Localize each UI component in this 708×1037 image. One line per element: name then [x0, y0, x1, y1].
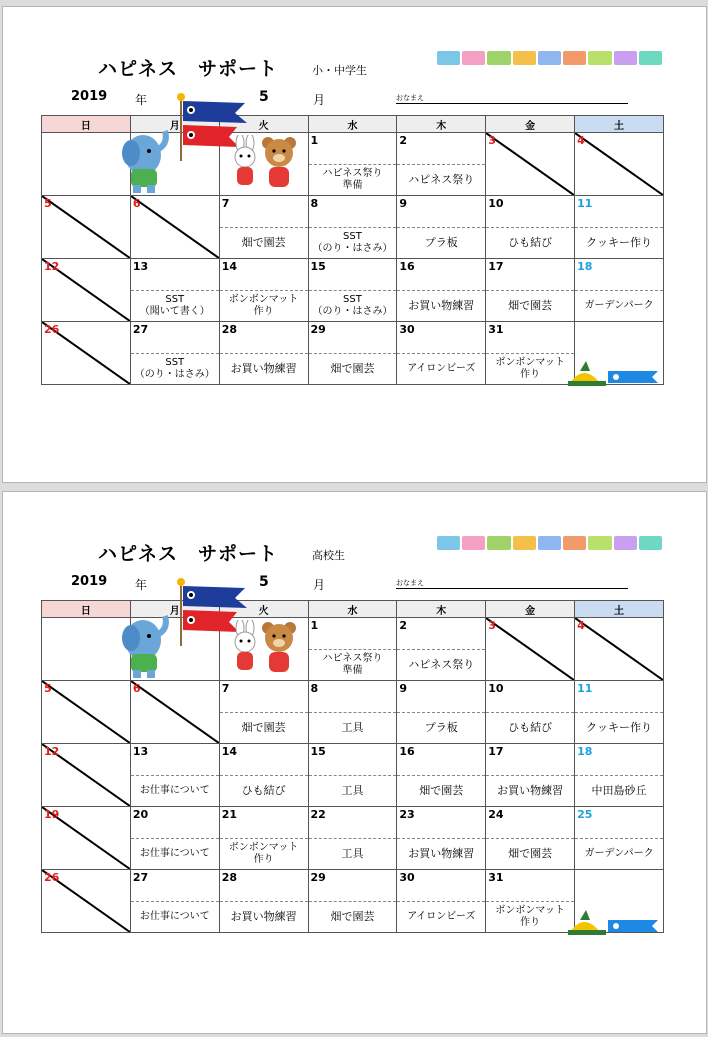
event-label: お買い物練習 [220, 353, 308, 384]
calendar-day-cell [486, 322, 575, 385]
pennant-flag [487, 536, 510, 550]
day-number: 4 [577, 619, 585, 632]
event-label: 畑で園芸 [309, 901, 397, 932]
event-label: アイロンビーズ [397, 901, 485, 932]
day-number: 4 [577, 134, 585, 147]
calendar-day-cell [397, 870, 486, 933]
event-label: 工具 [309, 838, 397, 869]
calendar-day-cell [486, 133, 575, 196]
weekday-header-3: 水 [308, 116, 397, 133]
year-label: 年 [135, 93, 148, 107]
calendar-day-cell [308, 681, 397, 744]
closed-day-slash [42, 196, 130, 258]
rabbit-illustration-icon [229, 620, 261, 676]
calendar-week-row [42, 681, 664, 744]
calendar-week-row [42, 259, 664, 322]
day-number: 16 [399, 260, 415, 273]
event-label: SST （のり・はさみ） [309, 227, 397, 258]
calendar-day-cell [219, 259, 308, 322]
calendar-day-cell [397, 259, 486, 322]
event-label: お買い物練習 [397, 290, 485, 321]
calendar-week-row [42, 744, 664, 807]
calendar-day-cell [42, 196, 131, 259]
weekday-header-4: 木 [397, 601, 486, 618]
pennant-flag [614, 51, 637, 65]
pennant-flag [437, 536, 460, 550]
weekday-header-2: 火 [219, 601, 308, 618]
calendar-day-cell [42, 133, 131, 196]
event-label: お買い物練習 [220, 901, 308, 932]
pennant-flag [538, 51, 561, 65]
calendar-day-cell [308, 744, 397, 807]
pennant-flag [639, 51, 662, 65]
pennant-flag [563, 51, 586, 65]
day-number: 11 [577, 682, 593, 695]
event-label: ハピネス祭り [397, 164, 485, 195]
calendar-day-cell [308, 133, 397, 196]
calendar-day-cell [42, 870, 131, 933]
elephant-illustration-icon [121, 125, 173, 195]
event-label: SST （のり・はさみ） [131, 353, 219, 384]
day-number: 16 [399, 745, 415, 758]
day-number: 12 [44, 745, 60, 758]
month-label: 月 [313, 93, 326, 107]
bear-illustration-icon [261, 620, 297, 678]
year-label: 年 [135, 578, 148, 592]
day-number: 5 [44, 682, 52, 695]
calendar-week-row [42, 807, 664, 870]
calendar-day-cell [130, 744, 219, 807]
day-number: 14 [221, 260, 237, 273]
event-label: 畑で園芸 [309, 353, 397, 384]
pennant-flag [588, 51, 611, 65]
calendar-day-cell [219, 870, 308, 933]
weekday-header-6: 土 [575, 116, 664, 133]
pennant-flags-icon [437, 536, 662, 552]
calendar-day-cell [397, 744, 486, 807]
day-number: 17 [488, 260, 504, 273]
event-label: ボンボンマット 作り [220, 290, 308, 321]
event-label: クッキー作り [575, 712, 663, 743]
weekday-header-5: 金 [486, 116, 575, 133]
event-label: 工具 [309, 712, 397, 743]
event-label: お買い物練習 [397, 838, 485, 869]
calendar-day-cell [486, 681, 575, 744]
weekday-header-0: 日 [42, 601, 131, 618]
day-number: 21 [221, 808, 237, 821]
calendar-page [2, 491, 707, 1034]
event-label: お買い物練習 [486, 775, 574, 806]
day-number: 6 [132, 197, 141, 210]
event-label: ハピネス祭り [397, 649, 485, 680]
pennant-flag [462, 536, 485, 550]
calendar-day-cell [486, 259, 575, 322]
calendar-day-cell [219, 322, 308, 385]
day-number: 3 [488, 134, 496, 147]
day-number: 13 [132, 260, 149, 273]
calendar-day-cell [575, 618, 664, 681]
page-title: ハピネス サポート [98, 543, 279, 565]
calendar-day-cell [219, 681, 308, 744]
pennant-flag [639, 536, 662, 550]
day-number: 19 [44, 808, 60, 821]
day-number: 27 [132, 871, 149, 884]
day-number: 10 [488, 682, 504, 695]
day-number: 9 [399, 682, 408, 695]
pennant-flag [588, 536, 611, 550]
event-label: 畑で園芸 [486, 838, 574, 869]
day-number: 28 [221, 323, 237, 336]
day-number: 11 [577, 197, 593, 210]
day-number: 23 [399, 808, 415, 821]
calendar-day-cell [130, 322, 219, 385]
name-label: おなまえ [396, 579, 424, 587]
calendar-day-cell [575, 681, 664, 744]
calendar-day-cell [397, 807, 486, 870]
day-number: 24 [488, 808, 504, 821]
day-number: 9 [399, 197, 408, 210]
calendar-day-cell [42, 744, 131, 807]
calendar-day-cell [130, 870, 219, 933]
day-number: 3 [488, 619, 496, 632]
event-label: ボンボンマット 作り [220, 838, 308, 869]
calendar-day-cell [219, 744, 308, 807]
calendar-day-cell [575, 133, 664, 196]
event-label: ボンボンマット 作り [486, 901, 574, 932]
calendar-day-cell [130, 259, 219, 322]
day-number: 18 [577, 745, 593, 758]
day-number: 2 [399, 619, 408, 632]
closed-day-slash [42, 681, 130, 743]
event-label: 畑で園芸 [486, 290, 574, 321]
event-label: お仕事について [131, 901, 219, 932]
event-label: ひも結び [486, 712, 574, 743]
pennant-flag [513, 51, 536, 65]
calendar-day-cell [397, 681, 486, 744]
day-number: 7 [221, 682, 230, 695]
day-number: 8 [310, 682, 319, 695]
pennant-flag [462, 51, 485, 65]
day-number: 25 [577, 808, 593, 821]
calendar-day-cell [486, 744, 575, 807]
elephant-illustration-icon [121, 610, 173, 680]
pennant-flag [614, 536, 637, 550]
name-label: おなまえ [396, 94, 424, 102]
day-number: 17 [488, 745, 504, 758]
weekday-header-1: 月 [130, 601, 219, 618]
calendar-day-cell [575, 807, 664, 870]
calendar-page [2, 6, 707, 483]
event-label: お仕事について [131, 838, 219, 869]
pennant-flags-icon [437, 51, 662, 67]
calendar-day-cell [42, 807, 131, 870]
event-label: 畑で園芸 [220, 227, 308, 258]
day-number: 7 [221, 197, 230, 210]
weekday-header-0: 日 [42, 116, 131, 133]
month-value: 5 [259, 89, 269, 105]
name-field[interactable] [396, 93, 628, 104]
pennant-flag [487, 51, 510, 65]
day-number: 8 [310, 197, 319, 210]
rabbit-illustration-icon [229, 135, 261, 191]
closed-day-slash [486, 618, 574, 680]
event-label: ガーデンパーク [575, 838, 663, 869]
day-number: 15 [310, 745, 326, 758]
weekday-header-5: 金 [486, 601, 575, 618]
pennant-flag [563, 536, 586, 550]
month-value: 5 [259, 574, 269, 590]
calendar-day-cell [486, 870, 575, 933]
day-number: 20 [132, 808, 149, 821]
event-label: ハピネス祭り 準備 [309, 649, 397, 680]
event-label: ハピネス祭り 準備 [309, 164, 397, 195]
calendar-day-cell [486, 807, 575, 870]
day-number: 26 [44, 871, 60, 884]
day-number: 10 [488, 197, 504, 210]
day-number: 2 [399, 134, 408, 147]
year-value: 2019 [71, 89, 108, 104]
calendar-day-cell [575, 196, 664, 259]
closed-day-slash [575, 133, 663, 195]
event-label: 畑で園芸 [397, 775, 485, 806]
weekday-header-4: 木 [397, 116, 486, 133]
day-number: 6 [132, 682, 141, 695]
event-label: クッキー作り [575, 227, 663, 258]
pennant-flag [538, 536, 561, 550]
calendar-day-cell [397, 196, 486, 259]
kabuto-helmet-icon [568, 361, 660, 387]
calendar-day-cell [575, 259, 664, 322]
event-label: 工具 [309, 775, 397, 806]
pennant-flag [437, 51, 460, 65]
event-label: プラ板 [397, 227, 485, 258]
closed-day-slash [131, 681, 219, 743]
bear-illustration-icon [261, 135, 297, 193]
calendar-day-cell [308, 870, 397, 933]
grade-label: 高校生 [312, 549, 345, 562]
calendar-day-cell [308, 196, 397, 259]
day-number: 30 [399, 323, 415, 336]
day-number: 5 [44, 197, 52, 210]
day-number: 1 [310, 134, 319, 147]
event-label: ひも結び [486, 227, 574, 258]
page-title: ハピネス サポート [98, 58, 279, 80]
calendar-day-cell [397, 133, 486, 196]
name-field[interactable] [396, 578, 628, 589]
calendar-day-cell [308, 322, 397, 385]
closed-day-slash [575, 618, 663, 680]
month-label: 月 [313, 578, 326, 592]
event-label: お仕事について [131, 775, 219, 806]
calendar-day-cell [486, 618, 575, 681]
kabuto-helmet-icon [568, 910, 660, 936]
day-number: 22 [310, 808, 326, 821]
day-number: 15 [310, 260, 326, 273]
calendar-day-cell [130, 807, 219, 870]
calendar-day-cell [219, 196, 308, 259]
weekday-header-6: 土 [575, 601, 664, 618]
closed-day-slash [486, 133, 574, 195]
day-number: 13 [132, 745, 149, 758]
day-number: 26 [44, 323, 60, 336]
calendar-day-cell [42, 259, 131, 322]
event-label: ガーデンパーク [575, 290, 663, 321]
calendar-day-cell [308, 618, 397, 681]
event-label: ひも結び [220, 775, 308, 806]
calendar-day-cell [42, 681, 131, 744]
calendar-day-cell [130, 681, 219, 744]
event-label: プラ板 [397, 712, 485, 743]
calendar-week-row [42, 196, 664, 259]
weekday-header-3: 水 [308, 601, 397, 618]
event-label: SST （のり・はさみ） [309, 290, 397, 321]
calendar-day-cell [575, 744, 664, 807]
day-number: 31 [488, 871, 504, 884]
weekday-header-2: 火 [219, 116, 308, 133]
day-number: 29 [310, 323, 326, 336]
calendar-day-cell [42, 322, 131, 385]
day-number: 18 [577, 260, 593, 273]
calendar-day-cell [397, 618, 486, 681]
day-number: 14 [221, 745, 237, 758]
day-number: 28 [221, 871, 237, 884]
day-number: 12 [44, 260, 60, 273]
day-number: 29 [310, 871, 326, 884]
calendar-day-cell [130, 196, 219, 259]
calendar-day-cell [219, 807, 308, 870]
calendar-day-cell [308, 807, 397, 870]
event-label: ボンボンマット 作り [486, 353, 574, 384]
event-label: SST （聞いて書く） [131, 290, 219, 321]
event-label: 中田島砂丘 [575, 775, 663, 806]
pennant-flag [513, 536, 536, 550]
calendar-day-cell [397, 322, 486, 385]
calendar-day-cell [308, 259, 397, 322]
calendar-day-cell [42, 618, 131, 681]
grade-label: 小・中学生 [312, 64, 367, 77]
day-number: 27 [132, 323, 149, 336]
year-value: 2019 [71, 574, 108, 589]
day-number: 31 [488, 323, 504, 336]
day-number: 1 [310, 619, 319, 632]
day-number: 30 [399, 871, 415, 884]
closed-day-slash [131, 196, 219, 258]
event-label: アイロンビーズ [397, 353, 485, 384]
event-label: 畑で園芸 [220, 712, 308, 743]
weekday-header-1: 月 [130, 116, 219, 133]
calendar-day-cell [486, 196, 575, 259]
